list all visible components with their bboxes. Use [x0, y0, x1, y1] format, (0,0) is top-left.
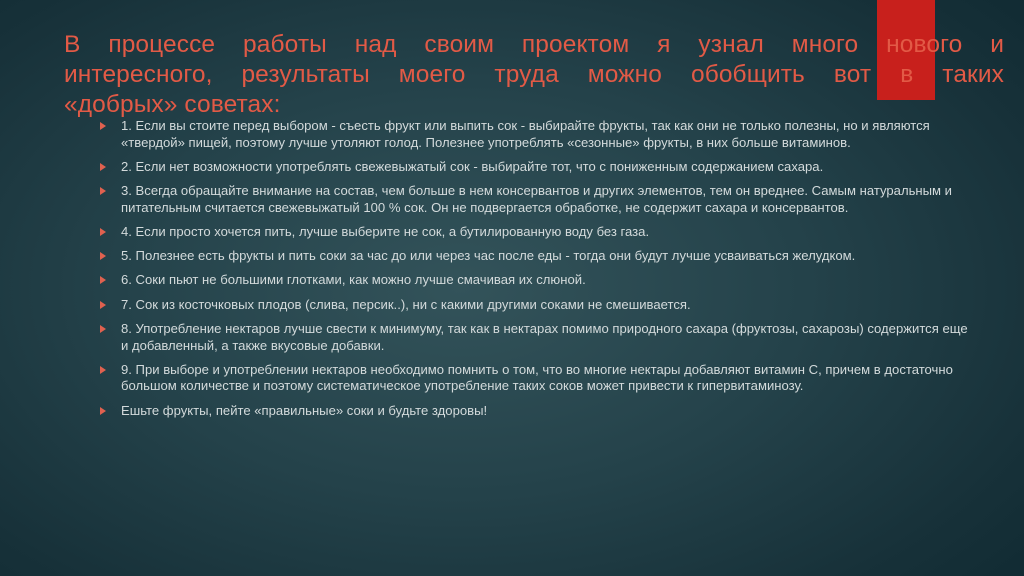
advice-item-6	[100, 272, 970, 289]
title-line-2: интересного, результаты моего труда можно обобщить вот в таких	[64, 61, 1004, 88]
triangle-bullet-icon	[100, 301, 106, 309]
advice-item-8	[100, 321, 970, 354]
advice-item-3	[100, 183, 970, 216]
triangle-bullet-icon	[100, 407, 106, 415]
advice-text: 5. Полезнее есть фрукты и пить соки за час до или через час после еды - тогда они будут лучше усваиваться желудком.	[121, 248, 856, 264]
title-line-1: В процессе работы над своим проектом я узнал много нового и	[64, 31, 1004, 58]
advice-list	[100, 118, 970, 427]
triangle-bullet-icon	[100, 122, 106, 130]
triangle-bullet-icon	[100, 366, 106, 374]
slide-title	[64, 30, 1004, 120]
triangle-bullet-icon	[100, 228, 106, 236]
advice-item-5	[100, 248, 970, 265]
advice-text: 8. Употребление нектаров лучше свести к минимуму, так как в нектарах помимо природного сахара (фруктозы, сахарозы) содержится еще и добавленный, а также вкусовые добавки.	[121, 320, 968, 353]
triangle-bullet-icon	[100, 276, 106, 284]
advice-text: 6. Соки пьют не большими глотками, как можно лучше смачивая их слюной.	[121, 272, 586, 288]
advice-text: 2. Если нет возможности употреблять свежевыжатый сок - выбирайте тот, что с пониженным содержанием сахара.	[121, 158, 824, 174]
advice-item-4	[100, 224, 970, 241]
advice-item-1	[100, 118, 970, 151]
advice-text: Ешьте фрукты, пейте «правильные» соки и будьте здоровы!	[121, 402, 488, 418]
advice-text: 9. При выборе и употреблении нектаров необходимо помнить о том, что во многие нектары добавляют витамин С, причем в достаточно большом количестве и поэтому систематическое употребление таких соков может привести к гипервитаминозу.	[121, 361, 953, 394]
advice-text: 7. Сок из косточковых плодов (слива, персик..), ни с какими другими соками не смешивается.	[121, 296, 691, 312]
advice-item-7	[100, 297, 970, 314]
advice-item-9	[100, 362, 970, 395]
advice-text: 3. Всегда обращайте внимание на состав, чем больше в нем консервантов и других элементов, тем он вреднее. Самым натуральным и питательным считается свежевыжатый 100 % сок. Он не подвергается обработке, не содержит сахара и консервантов.	[121, 183, 952, 215]
advice-text: 4. Если просто хочется пить, лучше выберите не сок, а бутилированную воду без газа.	[121, 224, 650, 240]
title-line-3: «добрых» советах:	[64, 91, 281, 118]
advice-item-2	[100, 159, 970, 176]
triangle-bullet-icon	[100, 163, 106, 171]
advice-text: 1. Если вы стоите перед выбором - съесть фрукт или выпить сок - выбирайте фрукты, так как они не только полезны, но и являются «твердой» пищей, поэтому лучше утоляют голод. Полезнее употреблять «сезонные» фрукты, в них больше витаминов.	[121, 118, 930, 150]
triangle-bullet-icon	[100, 252, 106, 260]
triangle-bullet-icon	[100, 187, 106, 195]
advice-item-10	[100, 403, 970, 420]
triangle-bullet-icon	[100, 325, 106, 333]
